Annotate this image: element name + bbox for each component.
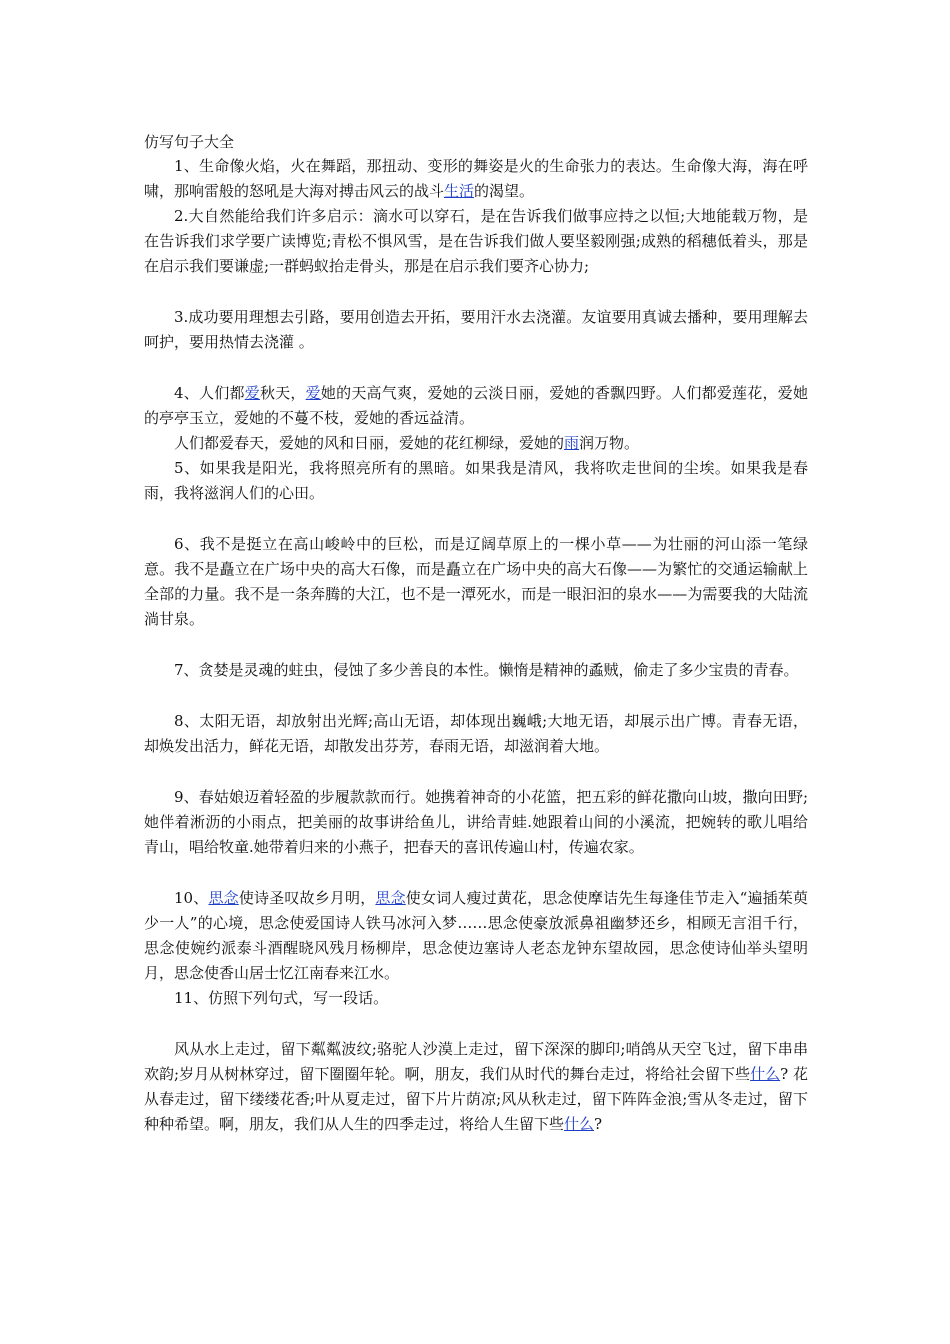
spacer <box>144 860 808 886</box>
spacer <box>144 759 808 785</box>
paragraph-3: 3.成功要用理想去引路，要用创造去开拓，要用汗水去浇灌。友谊要用真诚去播种，要用理解去呵护，要用热情去浇灌 。 <box>144 308 808 351</box>
paragraph-1 <box>144 154 808 204</box>
paragraph-4b <box>144 431 808 456</box>
paragraph-2: 2.大自然能给我们许多启示：滴水可以穿石，是在告诉我们做事应持之以恒;大地能载万物，是在告诉我们求学要广读博览;青松不惧风雪，是在告诉我们做人要坚毅刚强;成熟的稻穗低着头，那是在启示我们要谦虚;一群蚂蚁抬走骨头，那是在启示我们要齐心协力; <box>144 207 808 275</box>
paragraph-4-text-c: 她的天高气爽，爱她的云淡日丽，爱她的香飘四野。人们都爱莲花，爱她的亭亭玉立，爱她的不蔓不枝，爱她的香远益清。 <box>144 384 808 427</box>
paragraph-9: 9、春姑娘迈着轻盈的步履款款而行。她携着神奇的小花篮，把五彩的鲜花撒向山坡，撒向田野;她伴着淅沥的小雨点，把美丽的故事讲给鱼儿，讲给青蛙.她跟着山间的小溪流，把婉转的歌儿唱给青山，唱给牧童.她带着归来的小燕子，把春天的喜讯传遍山村，传遍农家。 <box>144 788 808 856</box>
link-yu[interactable]: 雨 <box>564 434 580 452</box>
document-title: 仿写句子大全 <box>144 133 235 151</box>
paragraph-7: 7、贪婪是灵魂的蛀虫，侵蚀了多少善良的本性。懒惰是精神的蟊贼，偷走了多少宝贵的青春。 <box>174 661 799 679</box>
spacer <box>144 506 808 532</box>
paragraph-4 <box>144 381 808 431</box>
paragraph-4-text-a: 4、人们都 <box>174 384 245 402</box>
paragraph-12-text-c: ? <box>594 1115 603 1133</box>
paragraph-10 <box>144 886 808 986</box>
link-shenghuo[interactable]: 生活 <box>444 182 475 200</box>
paragraph-8: 8、太阳无语，却放射出光辉;高山无语，却体现出巍峨;大地无语，却展示出广博。青春无语，却焕发出活力，鲜花无语，却散发出芬芳，春雨无语，却滋润着大地。 <box>144 712 808 755</box>
paragraph-12 <box>144 1037 808 1137</box>
paragraph-5: 5、如果我是阳光，我将照亮所有的黑暗。如果我是清风，我将吹走世间的尘埃。如果我是春雨，我将滋润人们的心田。 <box>144 459 808 502</box>
paragraph-10-text-a: 10、 <box>174 889 209 907</box>
link-sinian-2[interactable]: 思念 <box>375 889 406 907</box>
paragraph-4b-text-a: 人们都爱春天，爱她的风和日丽，爱她的花红柳绿，爱她的 <box>174 434 565 452</box>
link-sinian-1[interactable]: 思念 <box>208 889 239 907</box>
spacer <box>144 632 808 658</box>
paragraph-6: 6、我不是挺立在高山峻岭中的巨松，而是辽阔草原上的一棵小草——为壮丽的河山添一笔绿意。我不是矗立在广场中央的高大石像，而是矗立在广场中央的高大石像——为繁忙的交通运输献上全部的力量。我不是一条奔腾的大江，也不是一潭死水，而是一眼汩汩的泉水——为需要我的大陆流淌甘泉。 <box>144 535 808 628</box>
paragraph-10-text-c: 使女词人瘦过黄花，思念使摩诘先生每逢佳节走入“遍插茱萸少一人”的心境，思念使爱国诗人铁马冰河入梦……思念使豪放派鼻祖幽梦还乡，相顾无言泪千行，思念使婉约派泰斗酒醒晓风残月杨柳岸，思念使边塞诗人老态龙钟东望故园，思念使诗仙举头望明月，思念使香山居士忆江南春来江水。 <box>144 889 808 982</box>
spacer <box>144 355 808 381</box>
paragraph-4-text-b: 秋天， <box>259 384 306 402</box>
link-ai-1[interactable]: 爱 <box>244 384 260 402</box>
paragraph-4b-text-b: 润万物。 <box>579 434 640 452</box>
paragraph-11: 11、仿照下列句式，写一段话。 <box>174 989 389 1007</box>
paragraph-12-text-b: ? 花从春走过，留下缕缕花香;叶从夏走过，留下片片荫凉;风从秋走过，留下阵阵金浪;雪从冬走过，留下种种希望。啊，朋友，我们从人生的四季走过，将给人生留下些 <box>144 1065 808 1133</box>
paragraph-1-text-b: 的渴望。 <box>474 182 535 200</box>
link-shenme-2[interactable]: 什么 <box>564 1115 595 1133</box>
link-shenme-1[interactable]: 什么 <box>750 1065 781 1083</box>
paragraph-1-text-a: 1、生命像火焰，火在舞蹈，那扭动、变形的舞姿是火的生命张力的表达。生命像大海，海在呼啸，那响雷般的怒吼是大海对搏击风云的战斗 <box>144 157 808 200</box>
paragraph-12-text-a: 风从水上走过，留下粼粼波纹;骆驼人沙漠上走过，留下深深的脚印;哨鸽从天空飞过，留下串串欢韵;岁月从树林穿过，留下圈圈年轮。啊，朋友，我们从时代的舞台走过，将给社会留下些 <box>144 1040 808 1083</box>
link-ai-2[interactable]: 爱 <box>305 384 321 402</box>
paragraph-10-text-b: 使诗圣叹故乡月明， <box>238 889 376 907</box>
spacer <box>144 1011 808 1037</box>
spacer <box>144 683 808 709</box>
spacer <box>144 279 808 305</box>
